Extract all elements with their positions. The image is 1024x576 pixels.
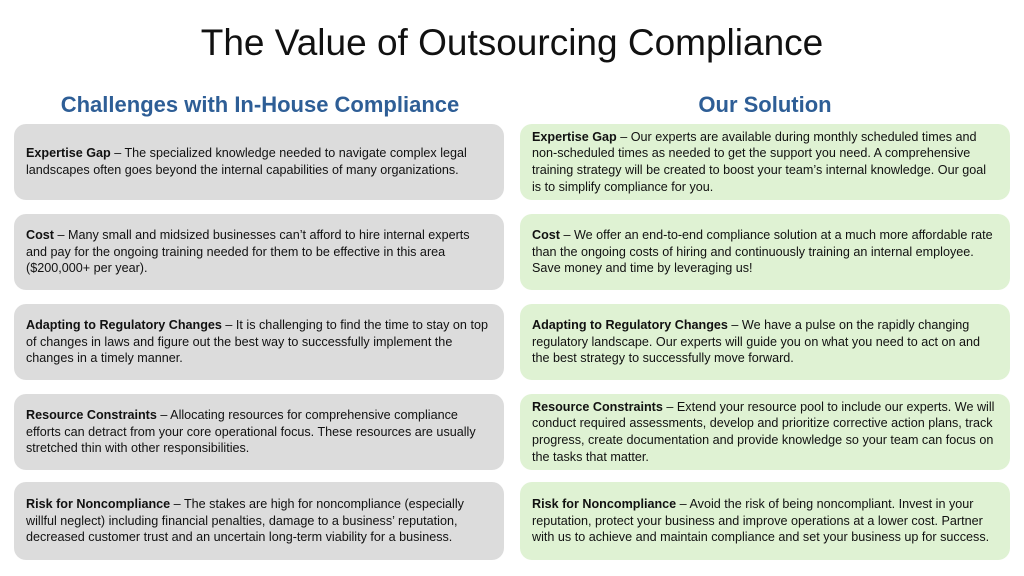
solution-card-regulatory-changes [520, 304, 1010, 380]
challenge-label: Expertise Gap [26, 146, 111, 161]
challenge-label: Adapting to Regulatory Changes [26, 318, 222, 333]
solution-text: – We have a pulse on the rapidly changing regulatory landscape. Our experts will guide you on what you need to act on and the best strategy to successfully move forward. [532, 318, 981, 366]
solution-text: – Our experts are available during monthly scheduled times and non-scheduled times as needed to get the support you need. A comprehensive training strategy will be created to boost your team’s internal knowledge. Our goal is to simplify compliance for you. [532, 129, 987, 194]
challenge-card-expertise-gap [14, 124, 504, 200]
solution-card-noncompliance [520, 482, 1010, 560]
page-title: The Value of Outsourcing Compliance [200, 22, 824, 63]
solution-label: Expertise Gap [532, 129, 617, 144]
challenge-card-resource-constraints [14, 394, 504, 470]
challenge-text: – The stakes are high for noncompliance (especially willful neglect) including financial penalties, damage to a business’ reputation, decreased customer trust and an uncertain long-term viability for a business. [26, 497, 464, 545]
solution-text: – We offer an end-to-end compliance solution at a much more affordable rate than the ongoing costs of hiring and continuously training an internal employee. Save money and time by leveraging us! [532, 228, 993, 276]
solution-text: – Extend your resource pool to include our experts. We will conduct required assessments, develop and prioritize corrective action plans, track progress, create documentation and provide knowledge so your team can focus on the tasks that matter. [532, 399, 995, 464]
solution-text: – Avoid the risk of being noncompliant. Invest in your reputation, protect your business and improve operations at a lower cost. Partner with us to achieve and maintain compliance and set your business up for success. [532, 497, 990, 545]
solution-card-resource-constraints [520, 394, 1010, 470]
solution-label: Risk for Noncompliance [532, 497, 677, 512]
solution-label: Adapting to Regulatory Changes [532, 318, 728, 333]
solution-card-expertise-gap [520, 124, 1010, 200]
solution-label: Cost [532, 228, 560, 243]
solution-label: Resource Constraints [532, 399, 663, 414]
challenge-card-cost [14, 214, 504, 290]
challenge-text: – It is challenging to find the time to stay on top of changes in laws and figure out the best way to successfully implement the changes in a timely manner. [26, 318, 488, 366]
solution-heading: Our Solution [698, 92, 832, 117]
challenge-card-regulatory-changes [14, 304, 504, 380]
challenges-heading: Challenges with In-House Compliance [60, 92, 460, 117]
challenge-label: Resource Constraints [26, 408, 157, 423]
challenge-label: Cost [26, 228, 54, 243]
challenge-card-noncompliance [14, 482, 504, 560]
challenge-label: Risk for Noncompliance [26, 497, 171, 512]
challenge-text: – Allocating resources for comprehensive compliance efforts can detract from your core operational focus. These resources are usually stretched thin with other responsibilities. [26, 408, 476, 456]
solution-card-cost [520, 214, 1010, 290]
challenge-text: – Many small and midsized businesses can’t afford to hire internal experts and pay for the ongoing training needed for them to be effective in this area ($200,000+ per year). [26, 228, 470, 276]
challenge-text: – The specialized knowledge needed to navigate complex legal landscapes often goes beyond the internal capabilities of many organizations. [26, 146, 467, 177]
